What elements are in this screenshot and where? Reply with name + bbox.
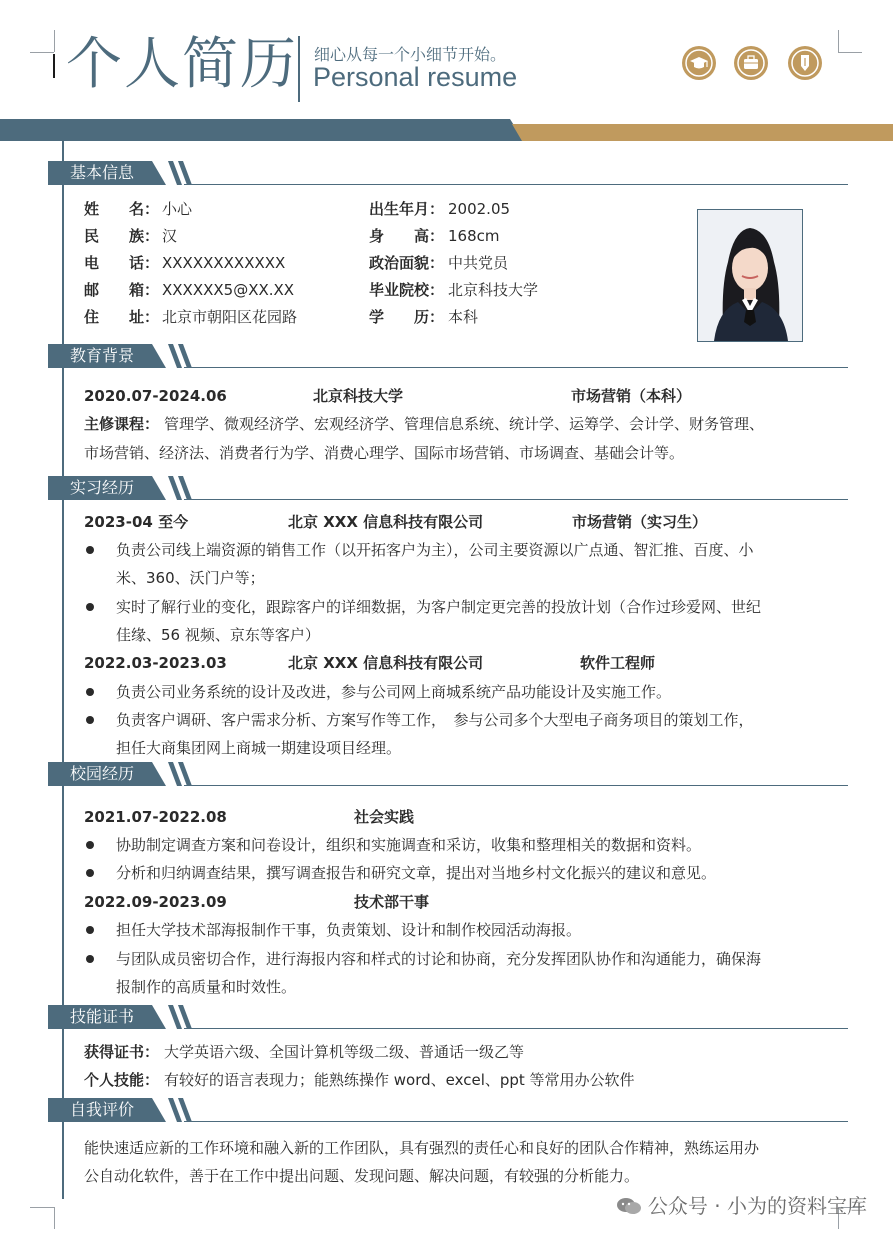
bullet-dot <box>86 546 94 554</box>
self-eval-text: 能快速适应新的工作环境和融入新的工作团队，具有强烈的责任心和良好的团队合作精神，熟练运用办 <box>84 1139 760 1157</box>
campus-bullet: 与团队成员密切合作，进行海报内容和样式的讨论和协商，充分发挥团队协作和沟通能力，确保海 <box>116 950 762 968</box>
campus-bullet: 报制作的高质量和时效性。 <box>116 978 297 996</box>
campus-role: 社会实践 <box>354 808 415 826</box>
courses-text: 管理学、微观经济学、宏观经济学、管理信息系统、统计学、运筹学、会计学、财务管理、 <box>164 415 765 433</box>
job-bullet: 负责公司线上端资源的销售工作（以开拓客户为主），公司主要资源以广点通、智汇推、百度、小 <box>116 541 754 559</box>
crop-mark <box>838 52 862 53</box>
job-bullet: 佳缘、56 视频、京东等客户） <box>116 626 320 644</box>
info-value: XXXXXXXXXXXX <box>162 254 286 272</box>
info-value: XXXXXX5@XX.XX <box>162 281 295 299</box>
info-label: 身 高： <box>369 227 445 245</box>
job-bullet: 担任大商集团网上商城一期建设项目经理。 <box>116 739 402 757</box>
info-value: 本科 <box>448 308 479 326</box>
graduation-cap-icon <box>682 46 716 80</box>
crop-mark <box>30 52 54 53</box>
section-title: 自我评价 <box>70 1100 135 1119</box>
watermark-text: 公众号 · 小为的资料宝库 <box>647 1194 867 1218</box>
bullet-dot <box>86 716 94 724</box>
page-subtitle: Personal resume <box>313 62 518 92</box>
info-label: 民 族： <box>84 227 160 245</box>
title-divider <box>298 36 300 102</box>
section-title: 实习经历 <box>70 478 135 497</box>
info-label: 毕业院校： <box>369 281 445 299</box>
info-label: 电 话： <box>84 254 160 272</box>
education-period: 2020.07-2024.06 <box>84 387 227 405</box>
crop-mark <box>838 30 839 52</box>
left-spine-line <box>62 141 64 1199</box>
campus-bullet: 协助制定调查方案和问卷设计，组织和实施调查和采访，收集和整理相关的数据和资料。 <box>116 836 702 854</box>
info-value: 中共党员 <box>448 254 509 272</box>
text-cursor <box>53 54 55 78</box>
self-eval-text: 公自动化软件，善于在工作中提出问题、发现问题、解决问题，有较强的分析能力。 <box>84 1167 640 1185</box>
job-company: 北京 XXX 信息科技有限公司 <box>288 654 484 672</box>
campus-role: 技术部干事 <box>354 893 430 911</box>
cert-label: 获得证书： <box>84 1043 160 1061</box>
header-band-blue <box>0 119 524 141</box>
info-value: 北京科技大学 <box>448 281 539 299</box>
section-title: 教育背景 <box>70 346 135 365</box>
info-label: 住 址： <box>84 308 160 326</box>
info-value: 小心 <box>162 200 193 218</box>
crop-mark <box>30 1207 54 1208</box>
campus-bullet: 担任大学技术部海报制作干事，负责策划、设计和制作校园活动海报。 <box>116 921 582 939</box>
bullet-dot <box>86 926 94 934</box>
info-value: 北京市朝阳区花园路 <box>162 308 298 326</box>
profile-photo <box>697 209 803 342</box>
info-value: 2002.05 <box>448 200 511 218</box>
job-bullet: 负责公司业务系统的设计及改进，参与公司网上商城系统产品功能设计及实施工作。 <box>116 683 672 701</box>
cert-value: 大学英语六级、全国计算机等级二级、普通话一级乙等 <box>164 1043 525 1061</box>
pen-icon <box>788 46 822 80</box>
section-title: 技能证书 <box>70 1007 135 1026</box>
campus-bullet: 分析和归纳调查结果，撰写调查报告和研究文章，提出对当地乡村文化振兴的建议和意见。 <box>116 864 717 882</box>
bullet-dot <box>86 688 94 696</box>
job-bullet: 负责客户调研、客户需求分析、方案写作等工作， 参与公司多个大型电子商务项目的策划工作， <box>116 711 754 729</box>
bullet-dot <box>86 955 94 963</box>
info-label: 邮 箱： <box>84 281 160 299</box>
job-period: 2022.03-2023.03 <box>84 654 227 672</box>
section-title: 基本信息 <box>70 163 135 182</box>
education-school: 北京科技大学 <box>313 387 404 405</box>
bullet-dot <box>86 841 94 849</box>
info-label: 姓 名： <box>84 200 160 218</box>
skill-label: 个人技能： <box>84 1071 160 1089</box>
education-major: 市场营销（本科） <box>571 387 692 405</box>
campus-period: 2021.07-2022.08 <box>84 808 227 826</box>
job-role: 市场营销（实习生） <box>572 513 708 531</box>
bullet-dot <box>86 869 94 877</box>
section-title: 校园经历 <box>70 764 135 783</box>
crop-mark <box>54 1207 55 1229</box>
job-period: 2023-04 至今 <box>84 513 189 531</box>
info-label: 政治面貌： <box>369 254 445 272</box>
briefcase-icon <box>734 46 768 80</box>
job-bullet: 实时了解行业的变化，跟踪客户的详细数据，为客户制定更完善的投放计划（合作过珍爱网、世纪 <box>116 598 762 616</box>
header-band-gold <box>512 124 893 141</box>
watermark <box>616 1190 867 1219</box>
page-title: 个人简历 <box>66 32 298 97</box>
info-label: 学 历： <box>369 308 445 326</box>
motto: 细心从每一个小细节开始。 <box>314 45 507 64</box>
info-label: 出生年月： <box>369 200 445 218</box>
wechat-icon <box>616 1196 642 1216</box>
skill-value: 有较好的语言表现力；能熟练操作 word、excel、ppt 等常用办公软件 <box>164 1071 635 1089</box>
job-role: 软件工程师 <box>580 654 656 672</box>
job-company: 北京 XXX 信息科技有限公司 <box>288 513 484 531</box>
bullet-dot <box>86 603 94 611</box>
crop-mark <box>54 30 55 52</box>
campus-period: 2022.09-2023.09 <box>84 893 227 911</box>
info-value: 汉 <box>162 227 178 245</box>
job-bullet: 米、360、沃门户等； <box>116 569 265 587</box>
courses-text: 市场营销、经济法、消费者行为学、消费心理学、国际市场营销、市场调查、基础会计等。 <box>84 444 685 462</box>
info-value: 168cm <box>448 227 500 245</box>
courses-label: 主修课程： <box>84 415 160 433</box>
